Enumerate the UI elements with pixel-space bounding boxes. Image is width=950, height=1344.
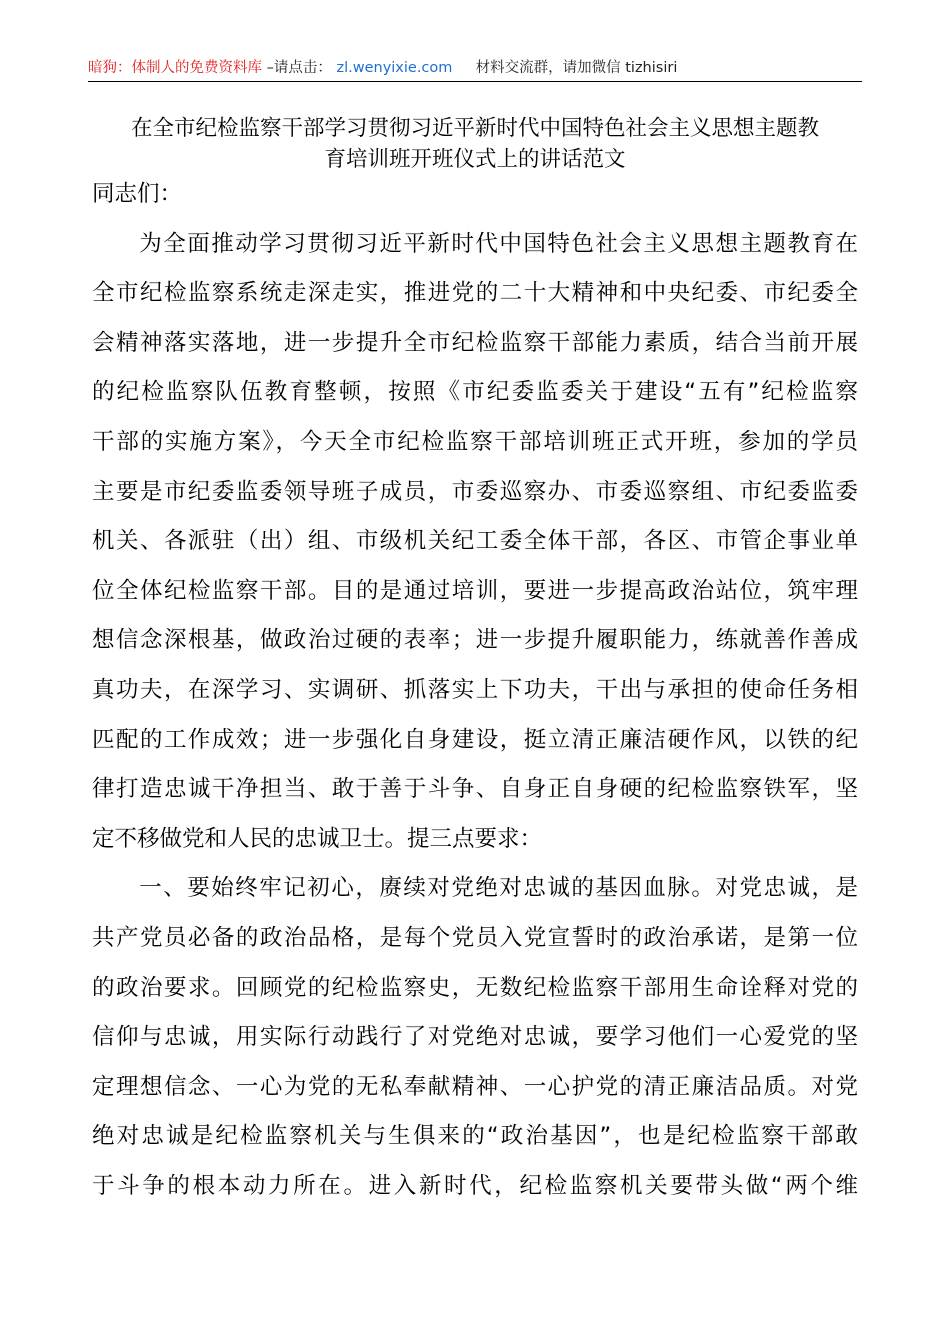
text-line: 干部的实施方案》，今天全市纪检监察干部培训班正式开班，参加的学员	[92, 428, 858, 455]
title-line-1: 在全市纪检监察干部学习贯彻习近平新时代中国特色社会主义思想主题教	[130, 116, 819, 141]
page-title	[88, 113, 862, 175]
text-line: 会精神落实落地，进一步提升全市纪检监察干部能力素质，结合当前开展	[92, 329, 858, 356]
salutation: 同志们：	[92, 181, 183, 207]
text-line: 信仰与忠诚，用实际行动践行了对党绝对忠诚，要学习他们一心爱党的坚	[92, 1024, 858, 1051]
title-line-2: 育培训班开班仪式上的讲话范文	[324, 147, 626, 172]
text-line: 绝对忠诚是纪检监察机关与生俱来的“政治基因”，也是纪检监察干部敢	[92, 1123, 858, 1150]
text-line: 机关、各派驻（出）组、市级机关纪工委全体干部，各区、市管企事业单	[92, 528, 858, 555]
text-line: 位全体纪检监察干部。目的是通过培训，要进一步提高政治站位，筑牢理	[92, 577, 858, 604]
text-line: 全市纪检监察系统走深走实，推进党的二十大精神和中央纪委、市纪委全	[92, 280, 858, 307]
text-line: 的纪检监察队伍教育整顿，按照《市纪委监委关于建设“五有”纪检监察	[92, 379, 858, 406]
document-body	[92, 170, 858, 1211]
header-brand: 暗狗：体制人的免费资料库	[88, 60, 262, 76]
text-line: 主要是市纪委监委领导班子成员，市委巡察办、市委巡察组、市纪委监委	[92, 478, 858, 505]
page-header	[88, 57, 862, 79]
text-line: 想信念深根基，做政治过硬的表率；进一步提升履职能力，练就善作善成	[92, 627, 858, 654]
text-line: 定理想信念、一心为党的无私奉献精神、一心护党的清正廉洁品质。对党	[92, 1073, 858, 1100]
header-divider	[88, 81, 862, 82]
text-line: 定不移做党和人民的忠诚卫士。提三点要求：	[92, 825, 543, 852]
text-line: 真功夫，在深学习、实调研、抓落实上下功夫，干出与承担的使命任务相	[92, 676, 858, 703]
text-line: 匹配的工作成效；进一步强化自身建设，挺立清正廉洁硬作风，以铁的纪	[92, 726, 858, 753]
header-prompt: –请点击：	[266, 60, 332, 76]
text-line: 共产党员必备的政治品格，是每个党员入党宣誓时的政治承诺，是第一位	[92, 924, 858, 951]
text-line: 为全面推动学习贯彻习近平新时代中国特色社会主义思想主题教育在	[139, 230, 858, 257]
text-line: 律打造忠诚干净担当、敢于善于斗争、自身正自身硬的纪检监察铁军，坚	[92, 776, 858, 803]
text-line: 一、要始终牢记初心，赓续对党绝对忠诚的基因血脉。对党忠诚，是	[139, 875, 858, 902]
header-wechat-note: 材料交流群，请加微信 tizhisiri	[475, 60, 678, 76]
header-site-link[interactable]: zl.wenyixie.com	[336, 60, 453, 76]
text-line: 的政治要求。回顾党的纪检监察史，无数纪检监察干部用生命诠释对党的	[92, 974, 858, 1001]
text-line: 于斗争的根本动力所在。进入新时代，纪检监察机关要带头做“两个维	[92, 1172, 858, 1199]
